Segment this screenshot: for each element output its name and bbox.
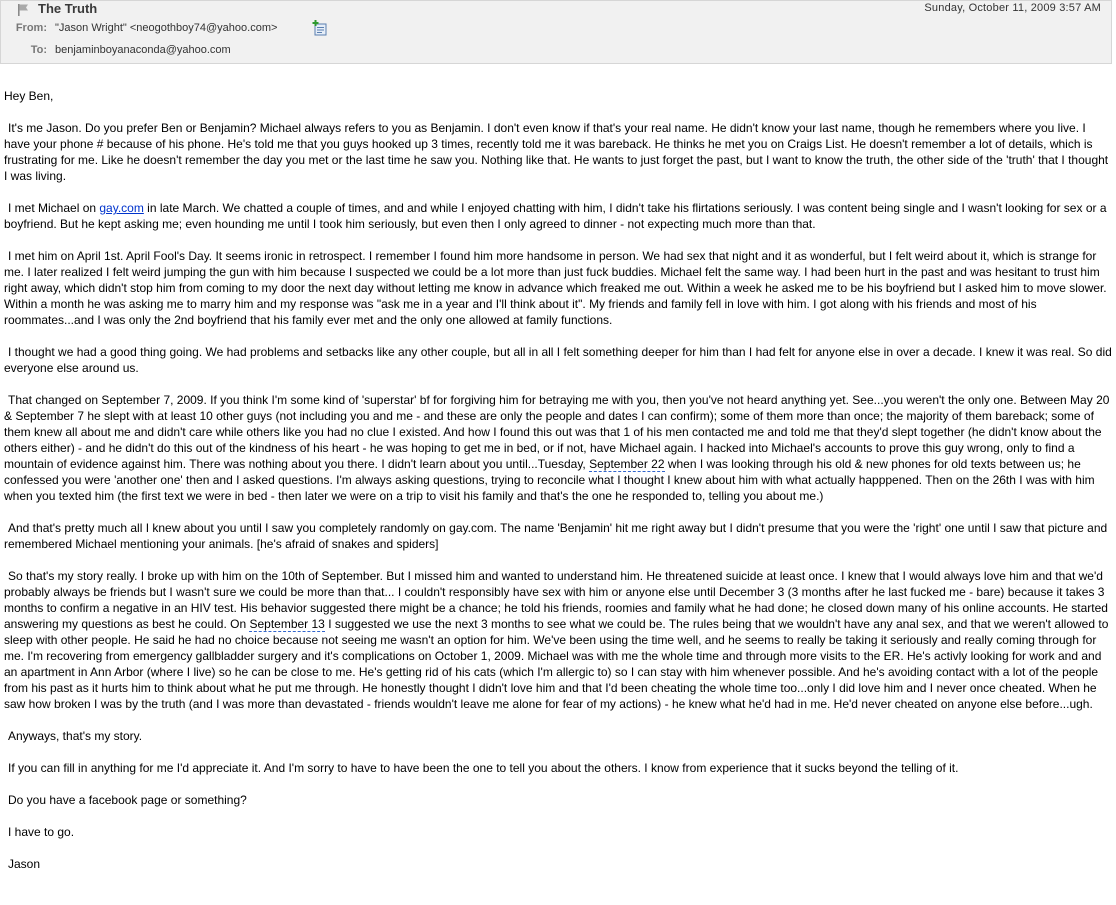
paragraph-1: It's me Jason. Do you prefer Ben or Benjamin? Michael always refers to you as Benjamin. I don't even know if that's your real name. He didn't know your last name, though he remembers where you live. I have your phone # because of his phone. He's told me that you guys hooked up 3 times, recently told me it was bareback. He thinks he met you on Craigs List. He doesn't remember a lot of details, which is frustrating for me. Like he doesn't remember the day you met or the last time he saw you. Nothing like that. He wants to just forget the past, but I want to know the truth, the other side of the 'truth' that I thought I was living. xyxy=(4,121,1109,183)
message-header xyxy=(0,0,1112,64)
message-body xyxy=(4,88,1114,888)
paragraph-5-start: That changed on September 7, 2009. If you think I'm some kind of 'superstar' bf for forgiving him for betraying me with you, then you've not heard anything yet. See...you weren't the only one. Between May 20 & September 7 he slept with at least 10 other guys (not including you and me - and these are only the people and dates I can confirm); some of them more than once; the majority of them bareback; some of them knew all about me and didn't care while others like you had no clue I existed. And how I found this out was that 1 of his men contacted me and told me that they'd slept together (he didn't know about the others either) - and he didn't do this out of the kindness of his heart - he was hoping to get me in bed, or if not, have Michael again. I hacked into Michael's accounts to prove this guy wrong, only to find a mountain of evidence against him. There was nothing about you there. I didn't learn about you until...Tuesday, xyxy=(4,393,1110,471)
paragraph-8: Anyways, that's my story. xyxy=(8,729,143,743)
paragraph-11: I have to go. xyxy=(8,825,75,839)
subject-title: The Truth xyxy=(38,1,98,16)
message-date: Sunday, October 11, 2009 3:57 AM xyxy=(924,2,1101,14)
date-link-september-13[interactable]: September 13 xyxy=(249,617,325,631)
paragraph-6: And that's pretty much all I knew about you until I saw you completely randomly on gay.com. The name 'Benjamin' hit me right away but I didn't presume that you were the 'right' one until I saw that picture and remembered Michael mentioning your animals. [he's afraid of snakes and spiders] xyxy=(4,521,1108,551)
paragraph-2-start: I met Michael on xyxy=(8,201,100,215)
paragraph-2-end: in late March. We chatted a couple of times, and and while I enjoyed chatting with him, I didn't take his flirtations seriously. I was content being single and I wasn't looking for sex or a boyfriend. But he kept asking me; even hounding me until I took him seriously, but even then I only agreed to dinner - not expecting much more than that. xyxy=(4,201,1107,231)
paragraph-3: I met him on April 1st. April Fool's Day. It seems ironic in retrospect. I remember I found him more handsome in person. We had sex that night and it as wonderful, but I felt weird about it, which is strange for me. I later realized I felt weird jumping the gun with him because I suspected we could be a lot more than just fuck buddies. Michael felt the same way. I had been hurt in the past and was hesitant to trust him right away, which didn't stop him from coming to my door the next day without letting me know in advance which freaked me out. Within a week he asked me to be his boyfriend but I asked him to move slower. Within a month he was asking me to marry him and my response was "ask me in a year and I'll think about it". My friends and family fell in love with him. I got along with his friends and most of his roommates...and I was only the 2nd boyfriend that his family ever met and the only one allowed at family functions. xyxy=(4,249,1107,327)
flag-icon xyxy=(16,3,30,17)
to-label: To: xyxy=(30,44,47,56)
paragraph-7 xyxy=(4,568,1114,712)
signature: Jason xyxy=(8,857,41,871)
paragraph-4: I thought we had a good thing going. We had problems and setbacks like any other couple, but all in all I felt something deeper for him than I had felt for anyone else in over a decade. I knew it was real. So did everyone else around us. xyxy=(4,345,1112,375)
paragraph-7-end: I suggested we use the next 3 months to see what we could be. The rules being that we wouldn't have any anal sex, and that we weren't allowed to sleep with other people. He said he had no choice because not seeing me wasn't an option for him. We've been using the time well, and he seems to really be taking it seriously and really coming through for me. I'm recovering from emergency gallbladder surgery and it's complications on October 1, 2009. Michael was with me the whole time and through more visits to the ER. He's activly looking for work and and an apartment in Ann Arbor (where I live) so he can be close to me. He's getting rid of his cats (which I'm allergic to) so I can stay with him whenever possible. And he's avoiding contact with a lot of the people from his past as it hurts him to think about what he put me through. He honestly thought I didn't love him and that I'd been cheating the whole time too...only I did love him and I never once cheated. When he saw how broken I was by the truth (and I was more than devastated - friends wouldn't leave me alone for fear of my actions) - he knew what he'd had in me. He'd never cheated on anyone else before...ugh. xyxy=(4,617,1109,711)
to-address[interactable]: benjaminboyanaconda@yahoo.com xyxy=(55,44,231,56)
add-contact-icon[interactable] xyxy=(312,20,328,36)
from-label: From: xyxy=(15,22,47,34)
paragraph-10: Do you have a facebook page or something? xyxy=(8,793,247,807)
paragraph-7-start: So that's my story really. I broke up with him on the 10th of September. But I missed him and wanted to understand him. He threatened suicide at least once. I knew that I would always love him and that we'd probably always be friends but I wasn't sure we could be more than that... I couldn't responsibly have sex with him or anyone else until December 3 (3 months after he last fucked me - bare) because it takes 3 months to confirm a negative in an HIV test. His behavior suggested there might be a chance; he told his friends, roomies and family what he had done; he closed down many of his online accounts. He started answering my questions as best he could. On xyxy=(4,569,1108,631)
date-link-september-22[interactable]: September 22 xyxy=(589,457,665,471)
paragraph-5 xyxy=(4,392,1114,504)
paragraph-5-end: when I was looking through his old & new phones for old texts between us; he confessed you were 'another one' then and I asked questions. I'm always asking questions, trying to reconcile what I thought I knew about him with what actually happpened. Then on the 26th I was with him when you texted him (the first text we were in bed - then later we were on a trip to visit his family and that's the one he responded to, telling you about me.) xyxy=(4,457,1095,503)
greeting: Hey Ben, xyxy=(4,89,54,103)
gay-com-link[interactable]: gay.com xyxy=(99,201,144,215)
from-address[interactable]: "Jason Wright" <neogothboy74@yahoo.com> xyxy=(55,22,278,34)
paragraph-2 xyxy=(4,200,1114,232)
paragraph-9: If you can fill in anything for me I'd appreciate it. And I'm sorry to have to have been the one to tell you about the others. I know from experience that it sucks beyond the telling of it. xyxy=(8,761,959,775)
